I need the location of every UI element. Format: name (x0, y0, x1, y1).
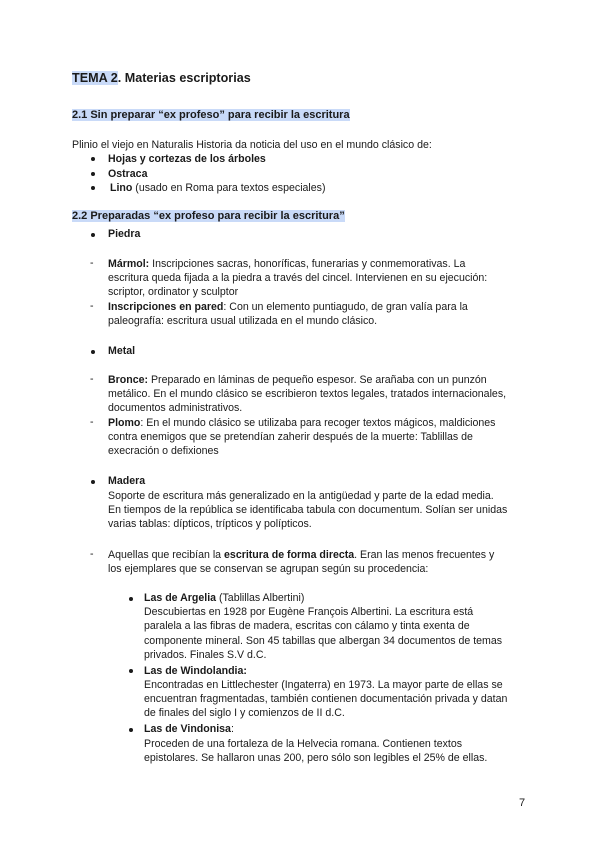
argelia-line-1: Descubiertas en 1928 por Eugène François Albertini. La escritura está (144, 606, 474, 618)
bullet-icon (91, 172, 95, 176)
metal-item: Metal (108, 345, 136, 357)
s21-item-ostraca: Ostraca (108, 168, 148, 180)
bronce-line-1: Bronce: Preparado en láminas de pequeño espesor. Se arañaba con un punzón (108, 374, 487, 386)
plomo-line-3: execración o defixiones (108, 445, 219, 457)
argelia-title: Las de Argelia (Tablillas Albertini) (144, 592, 305, 604)
marmol-line-2: escritura queda fijada a la piedra a través del cincel. Intervienen en su ejecución: (108, 272, 488, 284)
bullet-icon (129, 669, 133, 673)
s21-item-lino: Lino (usado en Roma para textos especiales) (110, 182, 326, 194)
aquellas-line-2: los ejemplares que se conservan se agrupan según su procedencia: (108, 563, 429, 575)
windolandia-line-2: encuentran fragmentadas, también contienen documentación privada y datan (144, 693, 508, 705)
section-2-2-heading: 2.2 Preparadas “ex profeso para recibir la escritura” (72, 210, 345, 222)
bullet-icon (91, 350, 95, 354)
vindonisa-line-1: Proceden de una fortaleza de la Helvecia romana. Contienen textos (144, 738, 463, 750)
plomo-line-1: Plomo: En el mundo clásico se utilizaba para recoger textos mágicos, maldiciones (108, 417, 496, 429)
bullet-icon (91, 233, 95, 237)
section-2-1-heading: 2.1 Sin preparar “ex profeso” para recibir la escritura (72, 109, 350, 121)
bullet-icon (129, 728, 133, 732)
windolandia-line-1: Encontradas en Littlechester (Ingaterra) en 1973. La mayor parte de ellas se (144, 679, 503, 691)
title-rest: . Materias escriptorias (117, 71, 251, 85)
s21-intro: Plinio el viejo en Naturalis Historia da noticia del uso en el mundo clásico de: (72, 139, 432, 151)
plomo-line-2: contra enemigos que se pretendían zaherir después de la muerte: Tablillas de (108, 431, 473, 443)
madera-item: Madera (108, 475, 146, 487)
bronce-line-3: documentos administrativos. (108, 402, 243, 414)
page-number: 7 (519, 797, 526, 809)
bullet-icon (129, 597, 133, 601)
madera-line-3: varias tablas: dípticos, trípticos y polípticos. (108, 518, 312, 530)
vindonisa-title: Las de Vindonisa: (144, 723, 234, 735)
bullet-icon (91, 186, 95, 190)
bullet-icon (91, 157, 95, 161)
windolandia-title: Las de Windolandia: (144, 665, 247, 677)
argelia-line-2: paralela a las fibras de madera, escritas con cálamo y tinta exenta de (144, 620, 470, 632)
pared-line-2: paleografía: escritura usual utilizada en el mundo clásico. (108, 315, 378, 327)
bullet-icon (91, 480, 95, 484)
dash-marker: - (90, 300, 94, 312)
dash-marker: - (90, 548, 94, 560)
madera-line-1: Soporte de escritura más generalizado en la antigüedad y parte de la edad media. (108, 490, 494, 502)
dash-marker: - (90, 373, 94, 385)
title-tema: TEMA 2 (72, 71, 118, 85)
windolandia-line-3: de finales del siglo I y comienzos de II d.C. (144, 707, 345, 719)
dash-marker: - (90, 257, 94, 269)
marmol-line-3: scriptor, ordinator y sculptor (108, 286, 239, 298)
dash-marker: - (90, 416, 94, 428)
marmol-line-1: Mármol: Inscripciones sacras, honoríficas, funerarias y conmemorativas. La (108, 258, 466, 270)
aquellas-line-1: Aquellas que recibían la escritura de forma directa. Eran las menos frecuentes y (108, 549, 495, 561)
bronce-line-2: metálico. En el mundo clásico se escribieron textos legales, tratados internacionales, (108, 388, 507, 400)
pared-line-1: Inscripciones en pared: Con un elemento puntiagudo, de gran valía para la (108, 301, 468, 313)
s21-item-hojas: Hojas y cortezas de los árboles (108, 153, 266, 165)
argelia-line-3: componente mineral. Son 45 tabillas que albergan 34 documentos de temas (144, 635, 503, 647)
vindonisa-line-2: epistolares. Se hallaron unas 200, pero sólo son legibles el 25% de ellas. (144, 752, 488, 764)
argelia-line-4: privados. Finales S.V d.C. (144, 649, 267, 661)
piedra-item: Piedra (108, 228, 141, 240)
page-title (72, 71, 251, 85)
madera-line-2: En tiempos de la república se identificaba tabula con documentum. Solían ser unidas (108, 504, 508, 516)
